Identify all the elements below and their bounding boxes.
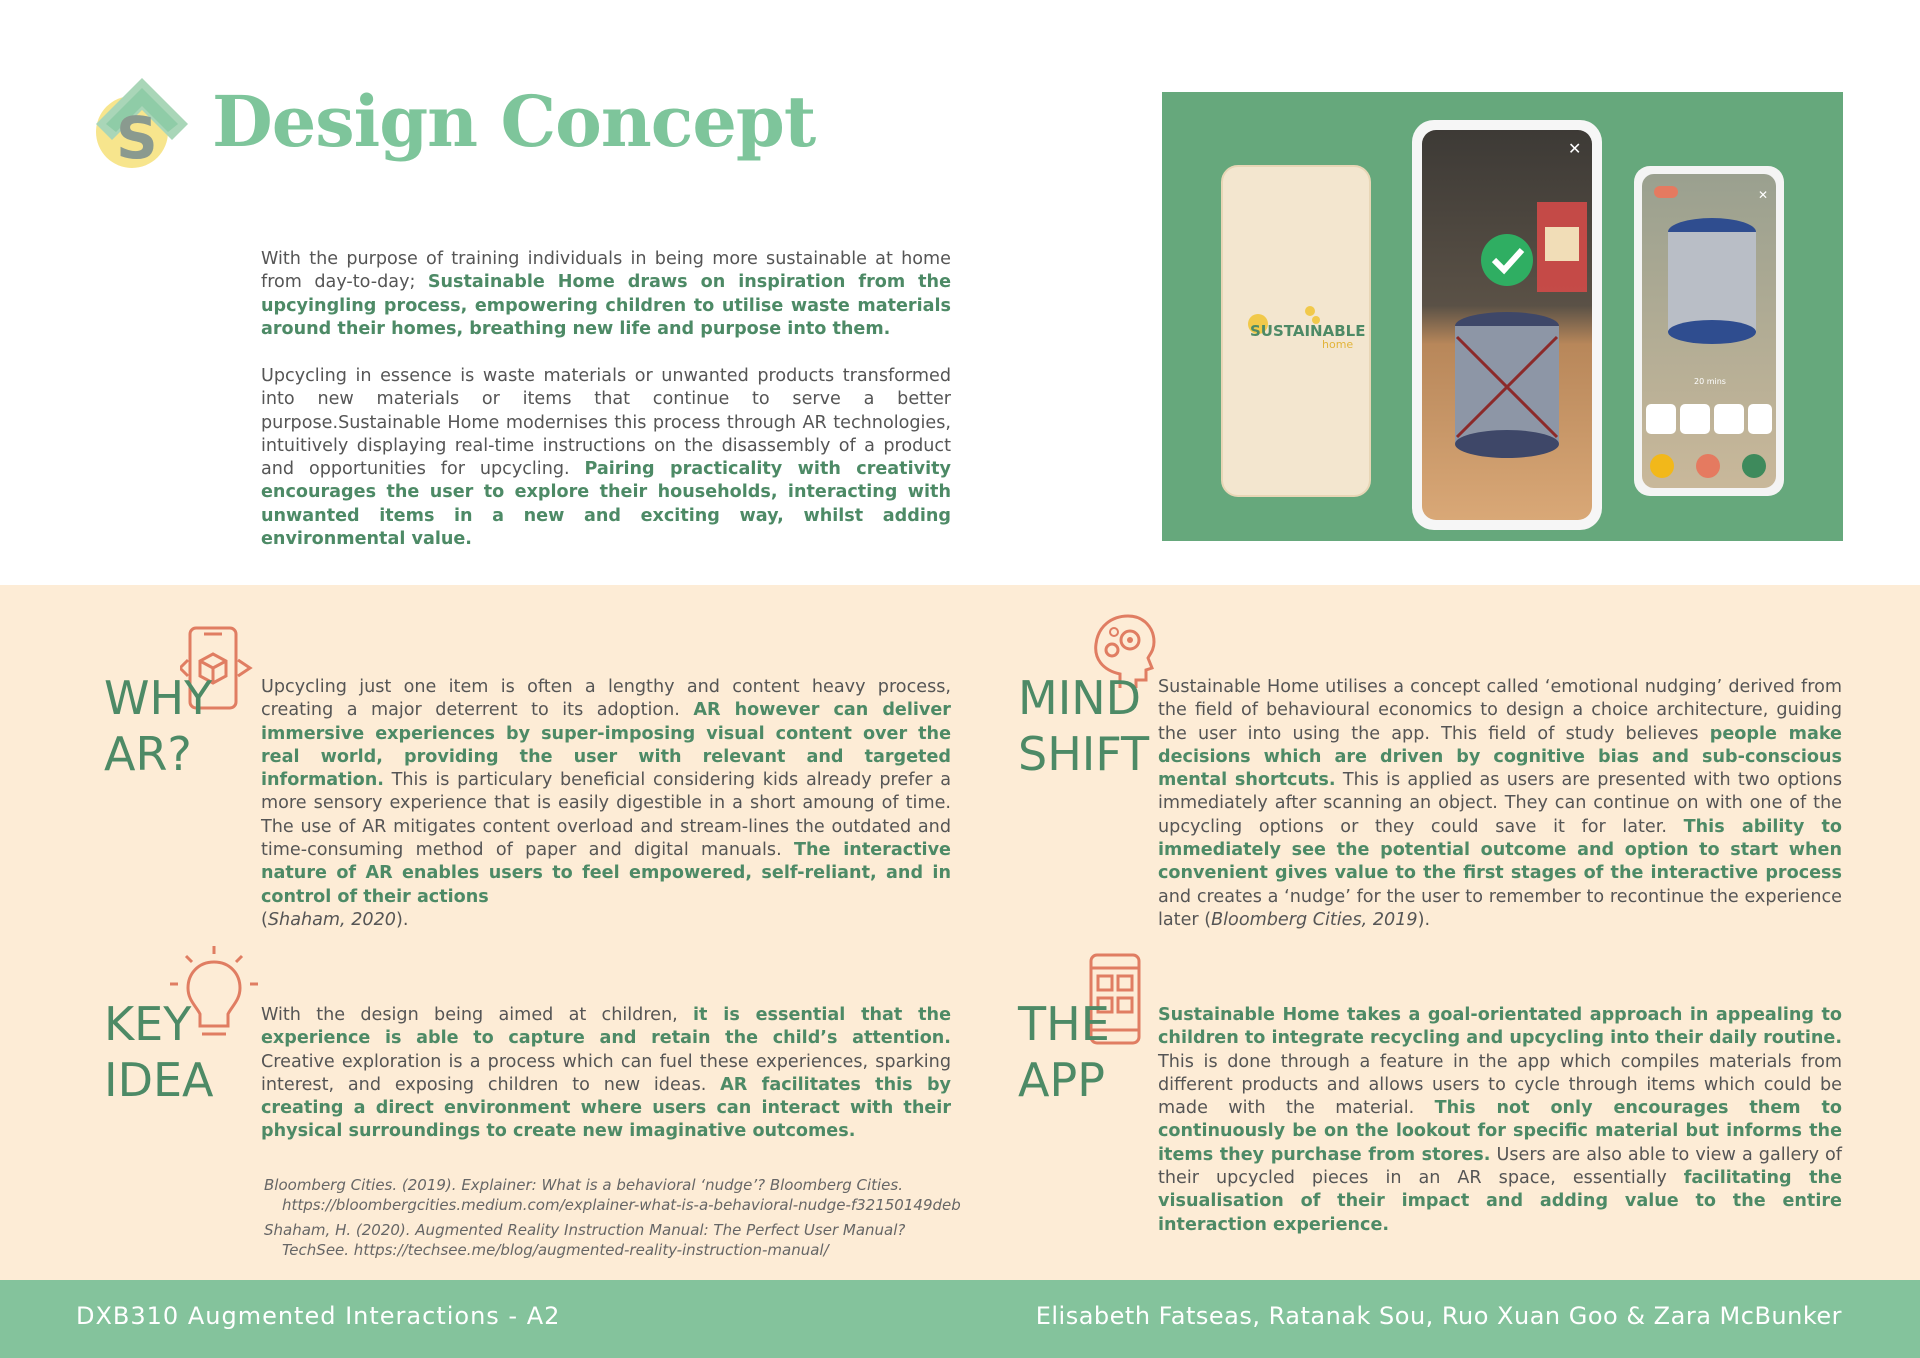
app-mockup-image: [1162, 92, 1843, 541]
app-name: SUSTAINABLE: [1250, 322, 1366, 340]
sustainable-home-logo-icon: [96, 74, 190, 170]
the-app-paragraph: Sustainable Home takes a goal-orientated approach in appealing to children to integrate recycling and upcycling into their daily routine. This is done through a feature in the app which compiles materials from different products and allows users to cycle through items which could be made with the material. This not only encourages them to continuously be on the lookout for specific material but informs the items they purchase from stores. Users are also able to view a gallery of their upcycled pieces in an AR space, essentially facilitating the visualisation of their impact and adding value to the entire interaction experience.: [1158, 1005, 1842, 1235]
reference-item: Shaham, H. (2020). Augmented Reality Instruction Manual: The Perfect User Manual? TechSee. https://techsee.me/blog/augmented-reality-instruction-manual/: [264, 1221, 906, 1259]
why-ar-heading: WHY AR?: [104, 671, 213, 781]
app-subname: home: [1322, 338, 1354, 351]
authors-label: Elisabeth Fatseas, Ratanak Sou, Ruo Xuan Goo & Zara McBunker: [1035, 1302, 1842, 1330]
references-list: [264, 1176, 964, 1266]
logo-letter: S: [116, 104, 158, 170]
the-app-heading: THE APP: [1018, 997, 1110, 1107]
mind-shift-paragraph: Sustainable Home utilises a concept called ‘emotional nudging’ derived from the field of behavioural economics to design a choice architecture, guiding the user into using the app. This field of study believes people make decisions which are driven by cognitive bias and sub-conscious mental shortcuts. This is applied as users are presented with two options immediately after scanning an object. They can continue on with one of the upcycling options or they could save it for later. This ability to immediately see the potential outcome and option to start when convenient gives value to the first stages of the interactive process and creates a ‘nudge’ for the user to remember to recontinue the experience later (Bloomberg Cities, 2019).: [1158, 677, 1843, 930]
key-idea-heading: KEY IDEA: [104, 997, 214, 1107]
checkmark-icon: [1481, 234, 1533, 286]
course-label: DXB310 Augmented Interactions - A2: [76, 1302, 561, 1330]
svg-text:✕: ✕: [1568, 139, 1582, 158]
intro-paragraph-2: Upcycling in essence is waste materials or unwanted products transformed into new materials or items that continue to serve a better purpose.Sustainable Home modernises this process through AR technologies, intuitively displaying real-time instructions on the disassembly of a product and opportunities for upcycling. Pairing practicality with creativity encourages the user to explore their households, interacting with unwanted items in a new and exciting way, whilst adding environmental value.: [261, 366, 952, 550]
reference-item: Bloomberg Cities. (2019). Explainer: What is a behavioral ‘nudge’? Bloomberg Cities. https://bloombergcities.medium.com/explainer-what-is-a-behavioral-nudge-f32150149deb: [264, 1176, 961, 1214]
timer-label: 20 mins: [1694, 377, 1726, 386]
star-icon: [1650, 454, 1674, 478]
intro-paragraph-1: With the purpose of training individuals in being more sustainable at home from day-to-day; Sustainable Home draws on inspiration from the upcyingling process, empowering children to utilise waste materials around their homes, breathing new life and purpose into them.: [261, 249, 952, 339]
why-ar-paragraph: Upcycling just one item is often a lengthy and content heavy process, creating a major deterrent to its adoption. AR however can deliver immersive experiences by super-imposing visual content over the real world, providing the user with relevant and targeted information. This is particulary beneficial considering kids already prefer a more sensory experience that is easily digestible in a short amoung of time. The use of AR mitigates content overload and stream-lines the outdated and time-consuming method of paper and digital manuals. The interactive nature of AR enables users to feel empowered, self-reliant, and in control of their actions (Shaham, 2020).: [261, 677, 951, 930]
svg-text:✕: ✕: [1758, 188, 1769, 202]
key-idea-paragraph: With the design being aimed at children, it is essential that the experience is able to capture and retain the child’s attention. Creative exploration is a process which can fuel these experiences, sparking interest, and exposing children to new ideas. AR facilitates this by creating a direct environment where users can interact with their physical surroundings to create new imaginative outcomes.: [261, 1005, 952, 1142]
mind-shift-heading: MIND SHIFT: [1018, 671, 1150, 781]
page-title: Design Concept: [212, 80, 816, 163]
gallery-icon: [1696, 454, 1720, 478]
toolbox-icon: [1742, 454, 1766, 478]
